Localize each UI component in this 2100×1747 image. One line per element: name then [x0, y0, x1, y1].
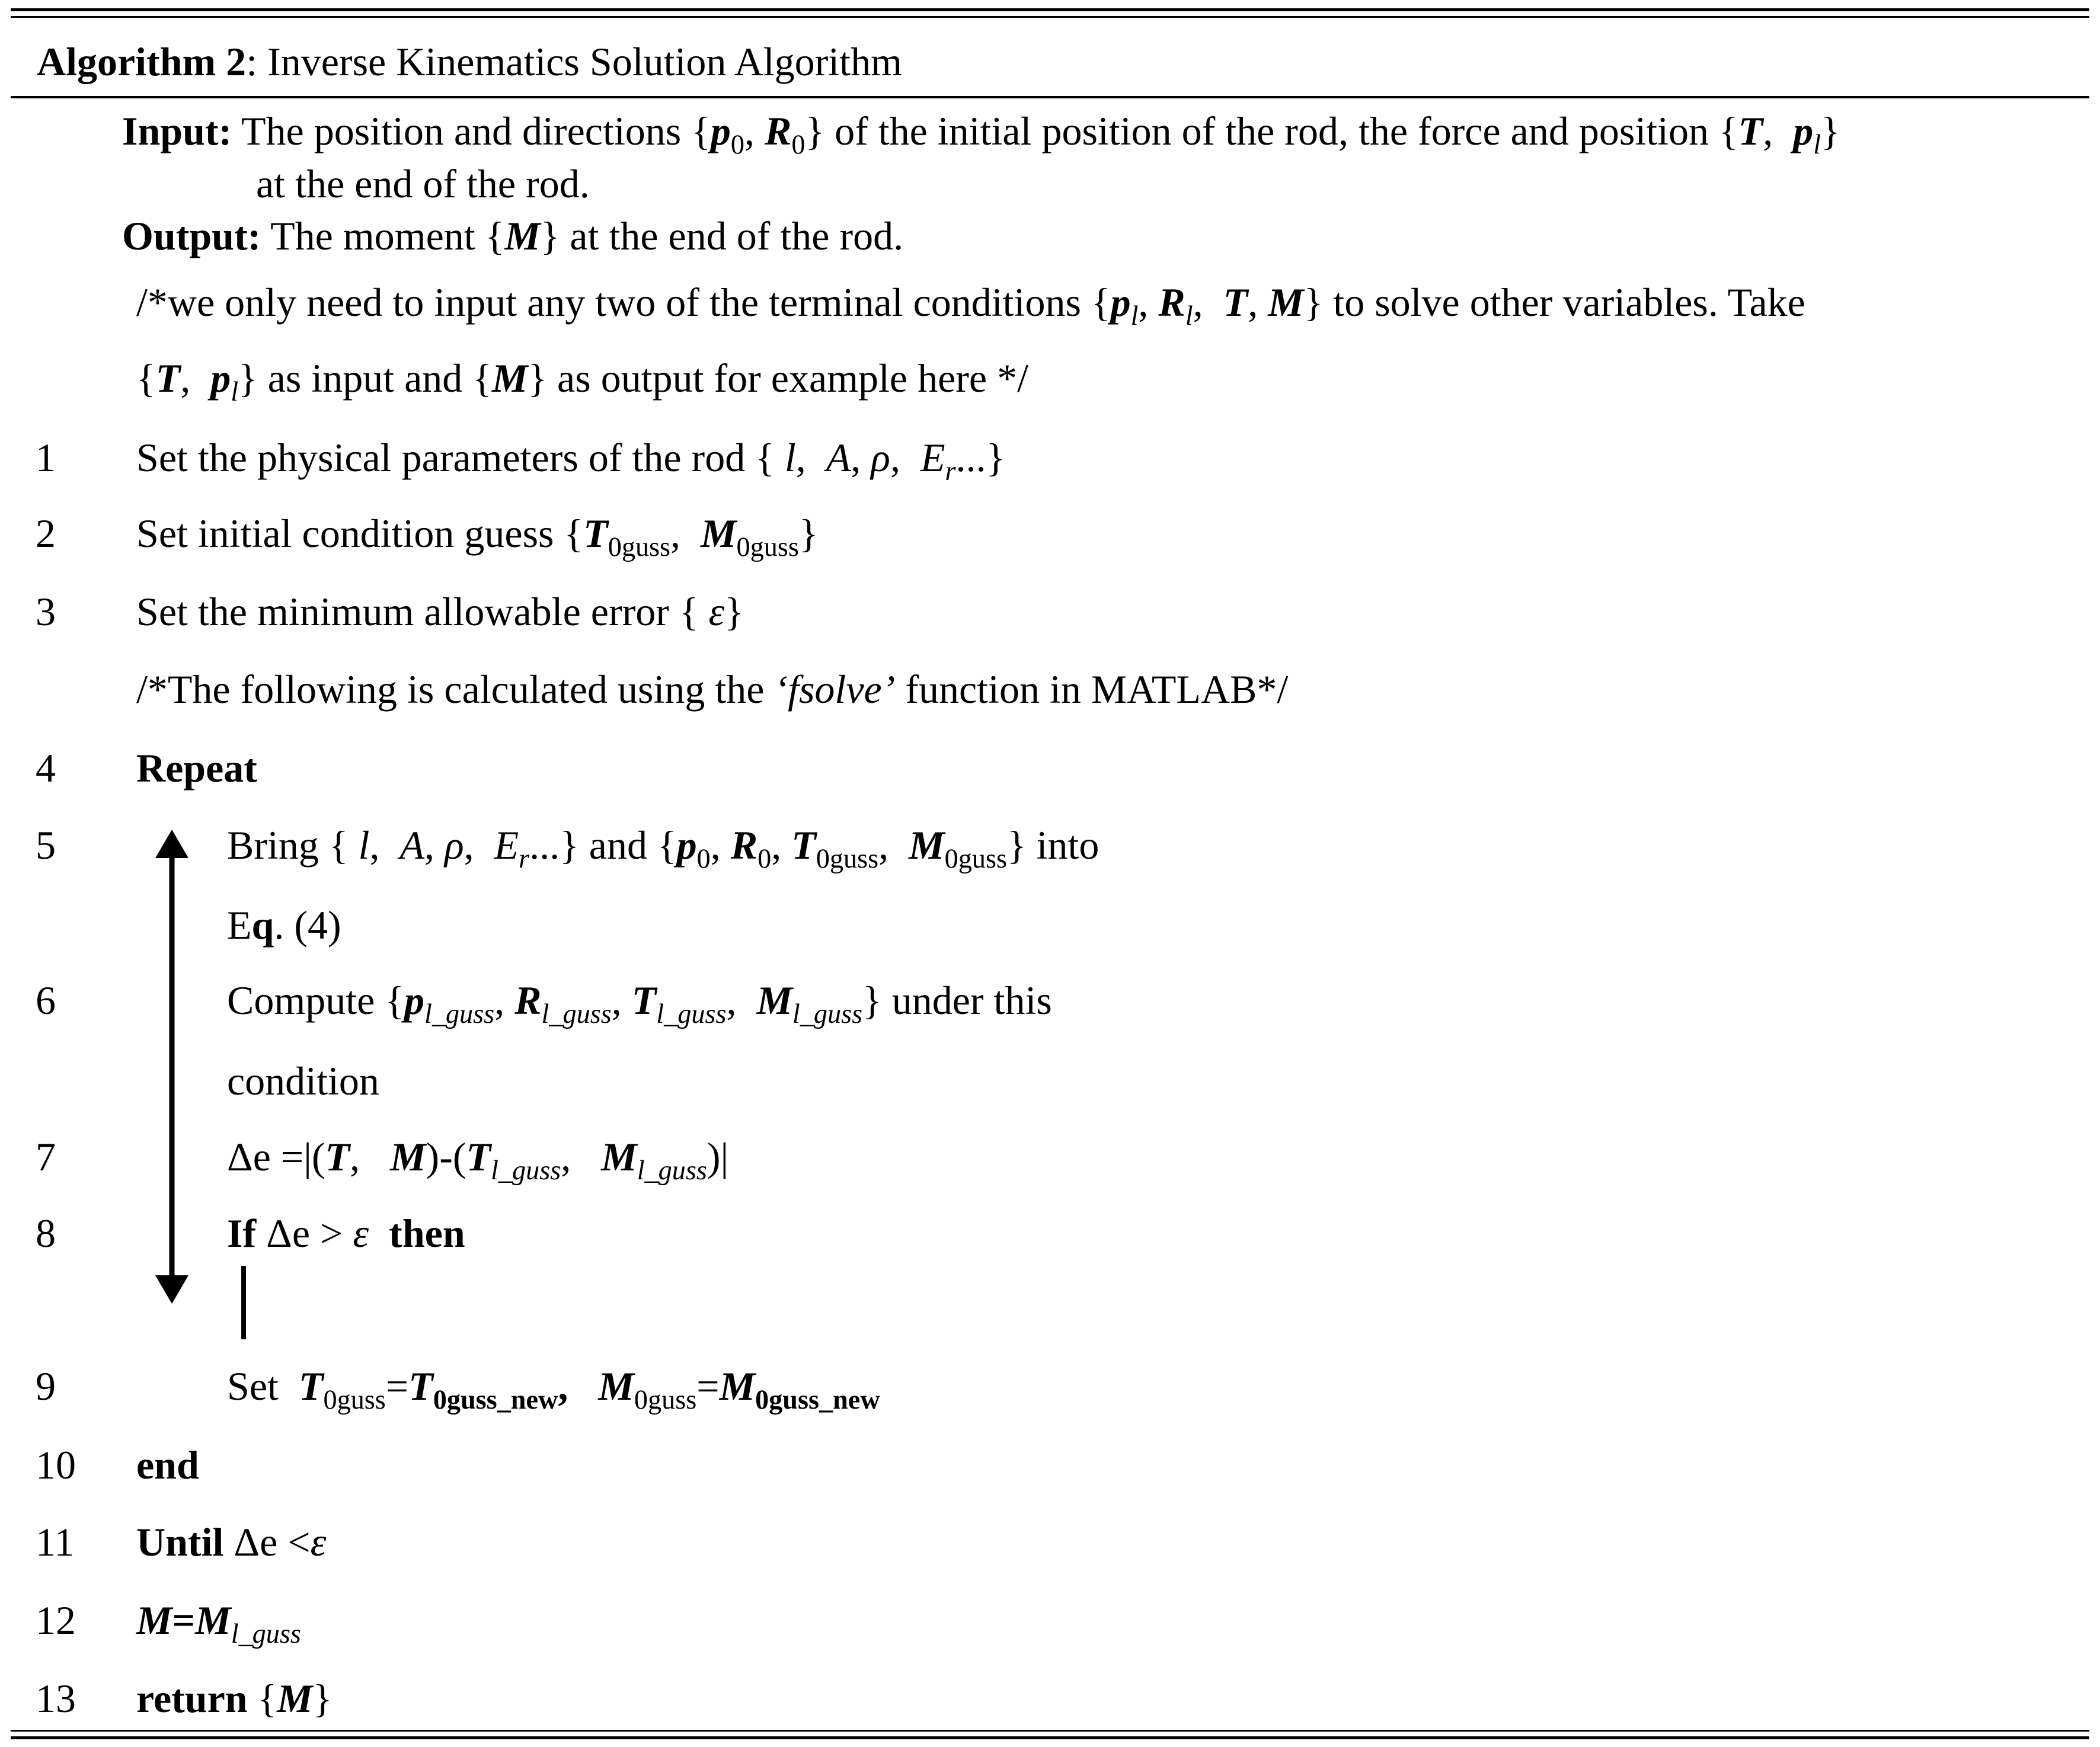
- line-number-7: 7: [36, 1134, 56, 1179]
- output-label: Output:: [122, 213, 261, 258]
- line-number-5: 5: [36, 823, 56, 868]
- step-13: return {M}: [136, 1676, 333, 1721]
- loop-arrow: [148, 830, 196, 1304]
- line-number-2: 2: [36, 511, 56, 556]
- line-number-12: 12: [36, 1598, 76, 1643]
- line-number-4: 4: [36, 745, 56, 791]
- if-keyword: If: [227, 1211, 257, 1256]
- step-10-end: end: [136, 1442, 199, 1487]
- line-number-8: 8: [36, 1211, 56, 1256]
- step-2: Set initial condition guess {$T_{0guss}$, $M_{0guss}$}: [136, 511, 819, 562]
- line-number-11: 11: [36, 1519, 75, 1564]
- comment-terminal-conditions-2: {T, $p_l$} as input and {M} as output for example here */: [136, 356, 1028, 407]
- line-number-13: 13: [36, 1676, 76, 1721]
- input-label: Input:: [122, 108, 232, 153]
- step-5-line-2: Eq. (4): [227, 903, 341, 948]
- step-6: Compute {$p_{l\_guss}$, $R_{l\_guss}$, $T_{l\_guss}$, $M_{l\_guss}$} under this: [227, 978, 1052, 1029]
- return-keyword: return: [136, 1676, 248, 1721]
- step-5: Bring { l, A, ρ, $E_r$...} and {$p_0$, $R_0$, $T_{0guss}$, $M_{0guss}$} into: [227, 823, 1099, 874]
- bottom-rule-outer: [11, 1736, 2089, 1739]
- step-12: $M=M_{l\_guss}$: [136, 1598, 301, 1649]
- line-number-1: 1: [36, 435, 56, 480]
- line-number-6: 6: [36, 978, 56, 1023]
- input-line-2: at the end of the rod.: [256, 161, 590, 206]
- algorithm-label: Algorithm 2: [37, 39, 247, 84]
- step-11: Until Δe <ε: [136, 1519, 327, 1564]
- if-body-bar: [241, 1266, 246, 1339]
- step-8: If Δe > ε then: [227, 1211, 465, 1256]
- line-number-9: 9: [36, 1364, 56, 1409]
- line-number-3: 3: [36, 589, 56, 634]
- top-rule-inner: [11, 16, 2089, 18]
- input-line: Input: The position and directions {$p_0$, $R_0$} of the initial position of the rod, the force and position {T, $p_l$}: [122, 108, 1840, 160]
- top-rule-outer: [11, 8, 2089, 11]
- bottom-rule-inner: [11, 1730, 2089, 1732]
- step-1: Set the physical parameters of the rod { l, A, ρ, $E_r$...}: [136, 435, 1006, 487]
- step-9: Set $T_{0guss}=T_{0guss\_new}$, $M_{0guss}=M_{0guss\_new}$: [227, 1364, 880, 1415]
- step-4-repeat: Repeat: [136, 745, 257, 791]
- algorithm-title: Algorithm 2: Inverse Kinematics Solution Algorithm: [37, 39, 902, 84]
- comment-terminal-conditions: /*we only need to input any two of the terminal conditions {$p_l$, $R_l$, T, M} to solve other variables. Take: [136, 280, 1805, 331]
- then-keyword: then: [389, 1211, 465, 1256]
- step-7: Δe =|(T, $M)-(T_{l\_guss}$, $M_{l\_guss})|$: [227, 1134, 729, 1186]
- step-3: Set the minimum allowable error { ε}: [136, 589, 744, 634]
- comment-fsolve: /*The following is calculated using the ‘fsolve’ function in MATLAB*/: [136, 667, 1289, 712]
- output-line: Output: The moment {M} at the end of the rod.: [122, 213, 904, 258]
- algorithm-name: Inverse Kinematics Solution Algorithm: [267, 39, 902, 84]
- header-rule: [11, 96, 2089, 98]
- step-6-line-2: condition: [227, 1058, 379, 1103]
- line-number-10: 10: [36, 1442, 76, 1487]
- until-keyword: Until: [136, 1519, 224, 1564]
